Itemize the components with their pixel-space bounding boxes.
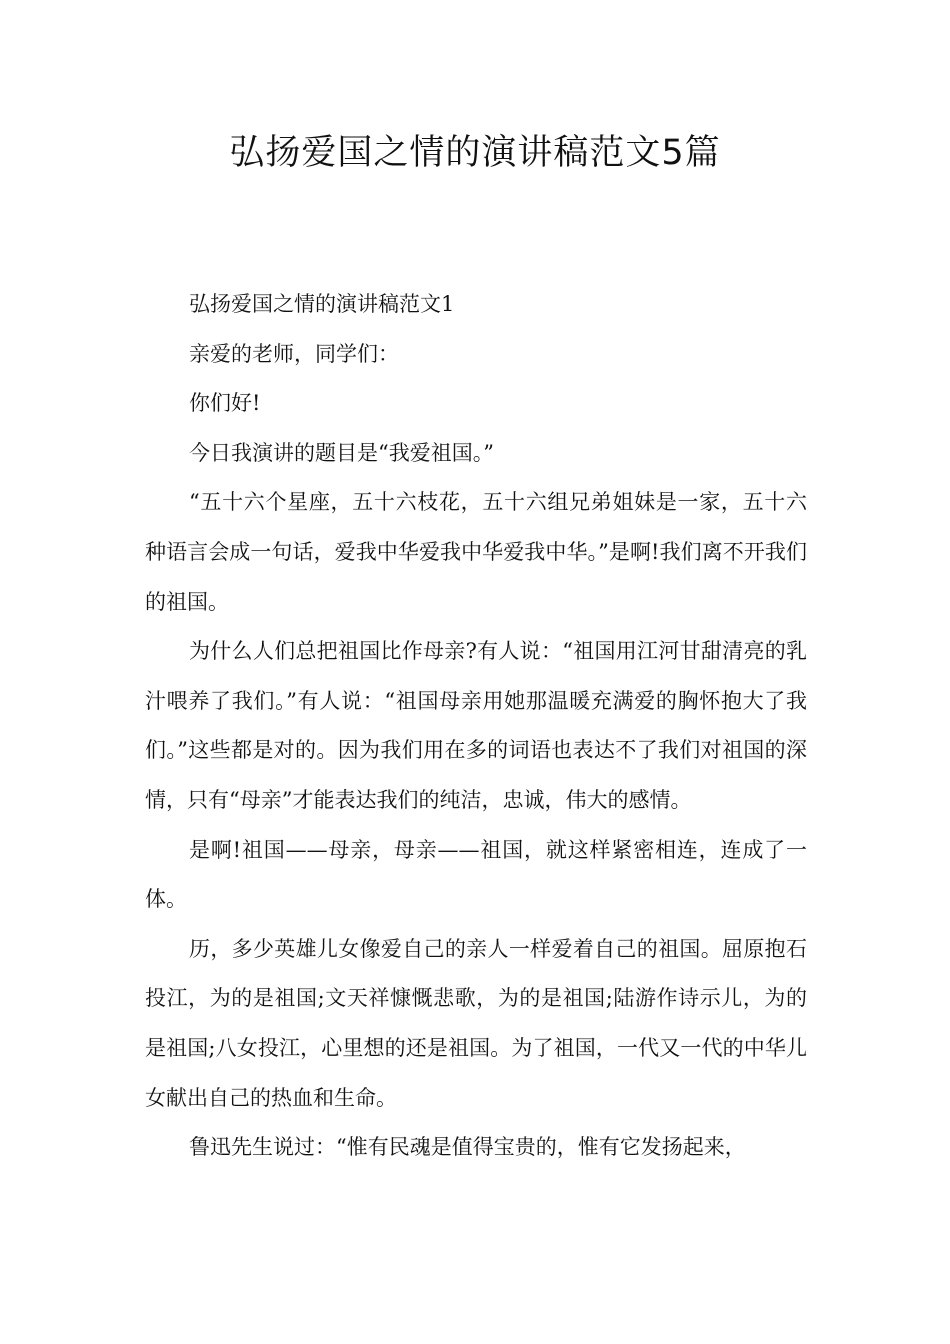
paragraph-heading: 弘扬爱国之情的演讲稿范文1 — [189, 292, 455, 316]
paragraph-greeting: 你们好! — [189, 391, 261, 416]
paragraph: 为什么人们总把祖国比作母亲?有人说：“祖国用江河甘甜清亮的乳汁喂养了我们。”有人说：“祖国母亲用她那温暖充满爱的胸怀抱大了我们。”这些都是对的。因为我们用在多的词语也表达不了我们对祖国的深情，只有“母亲”才能表达我们的纯洁，忠诚，伟大的感情。 — [145, 639, 807, 812]
paragraph: 历，多少英雄儿女像爱自己的亲人一样爱着自己的祖国。屈原抱石投江，为的是祖国;文天祥慷慨悲歌，为的是祖国;陆游作诗示儿，为的是祖国;八女投江，心里想的还是祖国。为了祖国，一代又一代的中华儿女献出自己的热血和生命。 — [145, 936, 807, 1110]
document-body — [145, 280, 807, 1173]
paragraph-topic: 今日我演讲的题目是“我爱祖国。” — [189, 440, 494, 465]
paragraph: “五十六个星座，五十六枝花，五十六组兄弟姐妹是一家，五十六种语言会成一句话，爱我中华爱我中华爱我中华。”是啊!我们离不开我们的祖国。 — [145, 490, 807, 614]
paragraph: 鲁迅先生说过：“惟有民魂是值得宝贵的，惟有它发扬起来， — [189, 1135, 746, 1160]
paragraph: 是啊!祖国——母亲，母亲——祖国，就这样紧密相连，连成了一体。 — [145, 837, 807, 912]
paragraph-salutation: 亲爱的老师，同学们： — [189, 341, 399, 366]
document-title: 弘扬爱国之情的演讲稿范文5篇 — [229, 133, 721, 173]
